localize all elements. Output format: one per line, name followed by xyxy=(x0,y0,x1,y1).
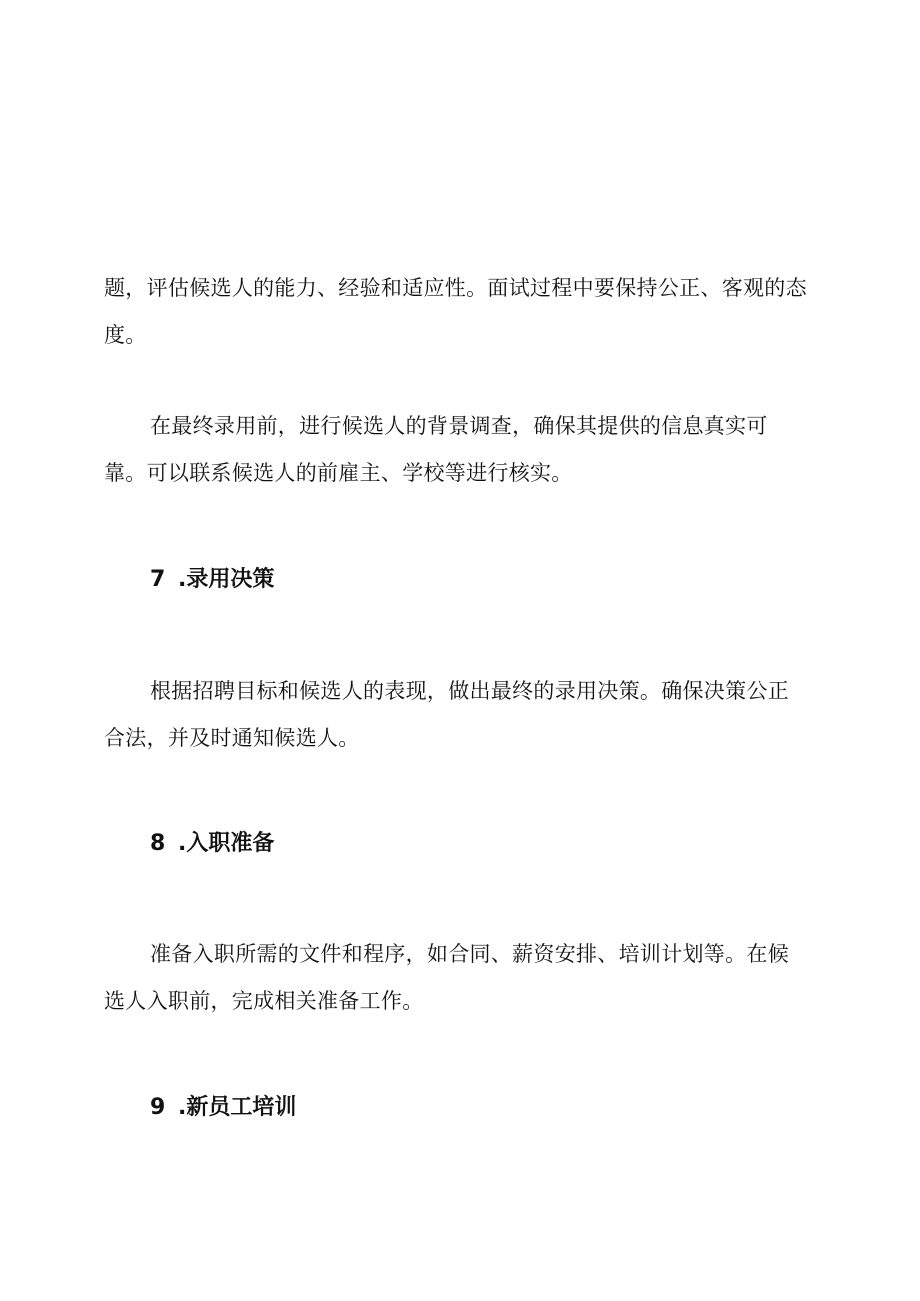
paragraph-line: 准备入职所需的文件和程序，如合同、薪资安排、培训计划等。在候 xyxy=(150,942,789,966)
section-title: .新员工培训 xyxy=(178,1095,297,1120)
section-number: 7 xyxy=(150,567,166,592)
paragraph-line: 选人入职前，完成相关准备工作。 xyxy=(104,989,424,1013)
section-number: 8 xyxy=(150,831,166,856)
section-title: .入职准备 xyxy=(178,831,275,856)
paragraph-line: 题，评估候选人的能力、经验和适应性。面试过程中要保持公正、客观的态 xyxy=(104,276,807,300)
paragraph-line: 根据招聘目标和候选人的表现，做出最终的录用决策。确保决策公正 xyxy=(150,679,789,703)
paragraph-line: 合法，并及时通知候选人。 xyxy=(104,726,360,750)
section-heading-7 xyxy=(150,566,274,594)
paragraph-line: 在最终录用前，进行候选人的背景调查，确保其提供的信息真实可 xyxy=(150,414,768,438)
section-title: .录用决策 xyxy=(178,567,275,592)
section-heading-9 xyxy=(150,1094,296,1122)
paragraph-line: 靠。可以联系候选人的前雇主、学校等进行核实。 xyxy=(104,461,573,485)
section-heading-8 xyxy=(150,830,274,858)
section-number: 9 xyxy=(150,1095,166,1120)
paragraph-line: 度。 xyxy=(104,323,147,347)
